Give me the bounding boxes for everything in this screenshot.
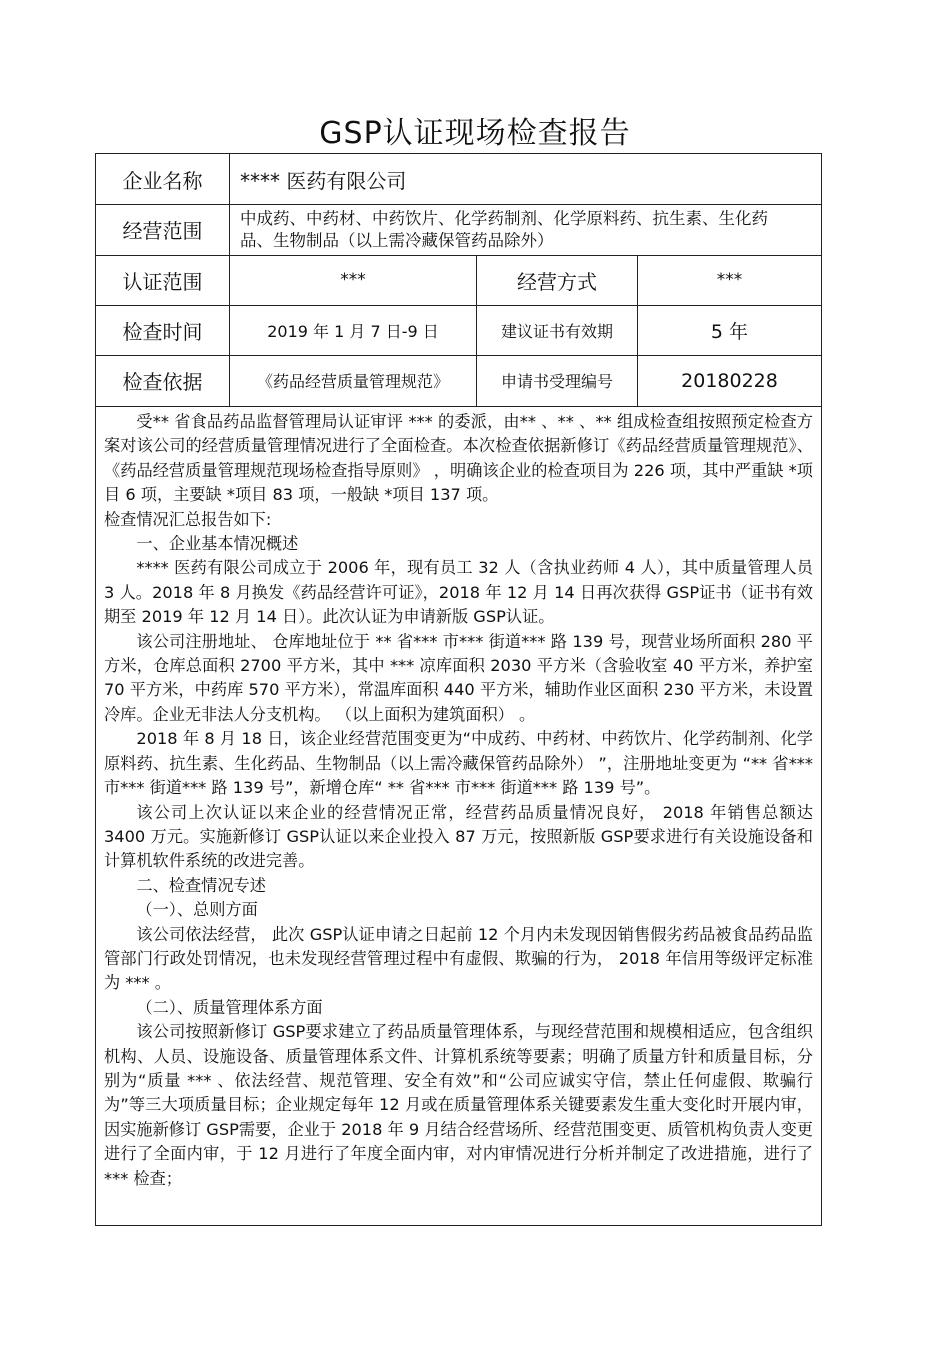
- row-inspection-basis: [96, 355, 821, 407]
- application-number-label: 申请书受理编号: [476, 355, 637, 406]
- subsection-heading-general: （一）、总则方面: [136, 900, 258, 920]
- validity-label: 建议证书有效期: [476, 305, 637, 355]
- paragraph-scope-change: 2018 年 8 月 18 日，该企业经营范围变更为“中成药、中药材、中药饮片、化学药制剂、化学原料药、抗生素、生化药品、生物制品（以上需冷藏保管药品除外） ”，注册地址变更为 “** 省*** 市*** 街道*** 路 139 号”，新增仓库“ ** 省*** 市*** 街道*** 路 139 号”。: [104, 729, 813, 798]
- paragraph-intro: 受** 省食品药品监督管理局认证审评 *** 的委派，由** 、** 、** 组成检查组按照预定检查方案对该公司的经营质量管理情况进行了全面检查。本次检查依据新修订《药品经营质量管理规范》、《药品经营质量管理规范现场检查指导原则》 ，明确该企业的检查项目为 226 项，其中严重缺 *项目 6 项，主要缺 *项目 83 项，一般缺 *项目 137 项。: [104, 412, 813, 505]
- basis-label: 检查依据: [122, 370, 203, 394]
- business-mode-value: ***: [637, 255, 821, 305]
- application-number-value: 20180228: [637, 355, 821, 406]
- basis-value: 《药品经营质量管理规范》: [229, 355, 476, 406]
- inspection-time-value: 2019 年 1 月 7 日-9 日: [229, 305, 476, 355]
- company-value: **** 医药有限公司: [229, 154, 821, 204]
- row-cert-scope: [96, 255, 821, 306]
- section-heading-1: 一、企业基本情况概述: [136, 534, 299, 554]
- business-scope-value: 中成药、中药材、中药饮片、化学药制剂、化学原料药、抗生素、生化药品、生物制品（以上需冷藏保管药品除外）: [229, 204, 821, 255]
- cert-scope-value: ***: [229, 255, 476, 305]
- section-heading-2: 二、检查情况专述: [136, 875, 266, 895]
- row-company: [96, 154, 821, 205]
- paragraph-company-overview: **** 医药有限公司成立于 2006 年，现有员工 32 人（含执业药师 4 人），其中质量管理人员 3 人。2018 年 8 月换发《药品经营许可证》，2018 年 12 月 14 日再次获得 GSP证书（证书有效期至 2019 年 12 月 14 日）。此次认证为申请新版 GSP认证。: [104, 558, 813, 627]
- report-body: [96, 406, 821, 1225]
- subsection-heading-quality-system: （二）、质量管理体系方面: [136, 997, 323, 1017]
- report-form: [95, 153, 822, 1226]
- row-inspection-time: [96, 305, 821, 356]
- business-mode-label: 经营方式: [476, 255, 637, 305]
- paragraph-summary-lead: 检查情况汇总报告如下:: [104, 509, 272, 529]
- company-label: 企业名称: [122, 168, 203, 193]
- row-business-scope: [96, 204, 821, 256]
- cert-scope-label: 认证范围: [122, 269, 203, 294]
- paragraph-quality-system: 该公司按照新修订 GSP要求建立了药品质量管理体系，与现经营范围和规模相适应，包含组织机构、人员、设施设备、质量管理体系文件、计算机系统等要素；明确了质量方针和质量目标，分别为“质量 *** 、依法经营、规范管理、安全有效”和“公司应诚实守信，禁止任何虚假、欺骗行为”等三大项质量目标；企业规定每年 12 月或在质量管理体系关键要素发生重大变化时开展内审，因实施新修订 GSP需要，企业于 2018 年 9 月结合经营场所、经营范围变更、质管机构负责人变更进行了全面内审，于 12 月进行了年度全面内审，对内审情况进行分析并制定了改进措施，进行了 *** 检查；: [104, 1022, 813, 1188]
- inspection-time-label: 检查时间: [122, 319, 203, 344]
- paragraph-general: 该公司依法经营， 此次 GSP认证申请之日起前 12 个月内未发现因销售假劣药品被食品药品监管部门行政处罚情况，也未发现经营管理过程中有虚假、欺骗的行为， 2018 年信用等级评定标准为 *** 。: [104, 924, 813, 993]
- paragraph-operations: 该公司上次认证以来企业的经营情况正常，经营药品质量情况良好， 2018 年销售总额达 3400 万元。实施新修订 GSP认证以来企业投入 87 万元，按照新版 GSP要求进行有关设施设备和计算机软件系统的改进完善。: [104, 802, 813, 871]
- page-title: GSP认证现场检查报告: [319, 116, 631, 151]
- business-scope-label: 经营范围: [122, 219, 203, 243]
- validity-value: 5 年: [637, 305, 821, 355]
- paragraph-address-area: 该公司注册地址、 仓库地址位于 ** 省*** 市*** 街道*** 路 139 号，现营业场所面积 280 平方米，仓库总面积 2700 平方米，其中 *** 凉库面积 2030 平方米（含验收室 40 平方米，养护室 70 平方米，中药库 570 平方米），常温库面积 440 平方米，辅助作业区面积 230 平方米，未设置冷库。企业无非法人分支机构。 （以上面积为建筑面积） 。: [104, 631, 813, 724]
